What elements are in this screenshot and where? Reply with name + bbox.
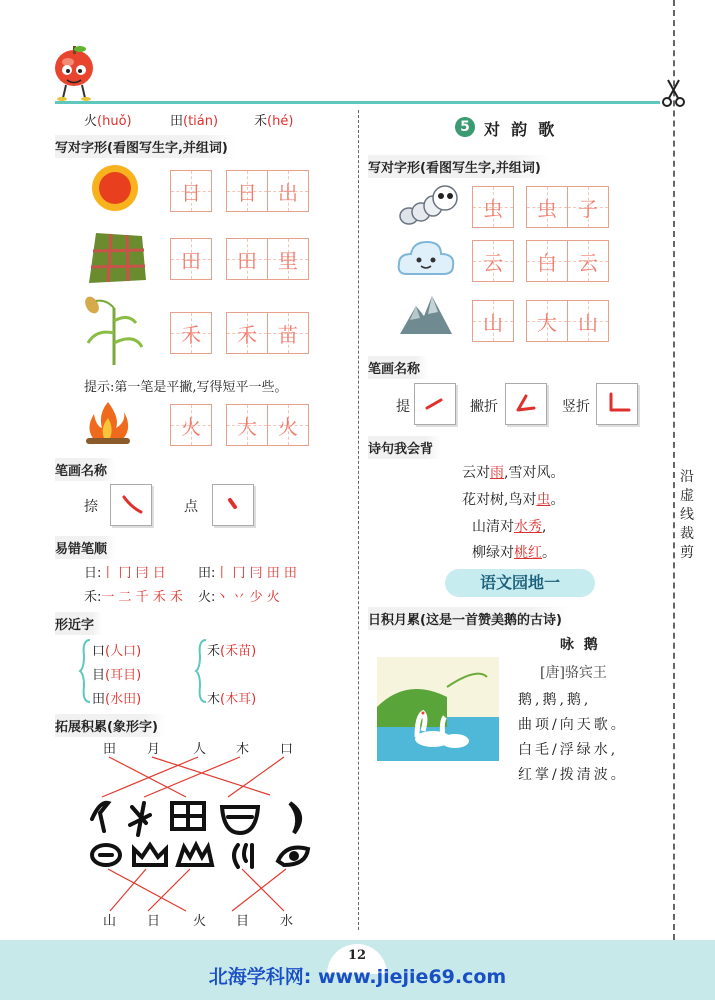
write-grid-2b: 田 里 [226, 238, 309, 280]
header-rule [55, 101, 660, 104]
similar-item: 木(木耳) [207, 692, 257, 707]
mountain-icon [398, 292, 454, 336]
order-huo: 火:丶 丷 少 火 [198, 590, 280, 605]
sun-icon [80, 162, 150, 214]
section-daily: 日积月累(这是一首赞美鹅的古诗) [368, 607, 570, 630]
section-stroke-left: 笔画名称 [55, 458, 115, 481]
lesson-number-badge: 5 [455, 117, 475, 137]
apple-mascot-icon [50, 42, 100, 102]
stroke-box-na [110, 484, 152, 526]
write-grid-2: 田 [170, 238, 212, 280]
pict-bottom-char: 山 [103, 914, 117, 929]
section-similar: 形近字 [55, 612, 102, 635]
pict-top-char: 月 [147, 742, 161, 757]
section-write-right: 写对字形(看图写生字,并组词) [368, 155, 549, 178]
stroke-label: 提 [396, 399, 410, 415]
stroke-box-shuzhe [596, 383, 638, 425]
section-poem-recite: 诗句我会背 [368, 436, 441, 459]
pict-bottom-char: 日 [147, 914, 161, 929]
pict-bottom-char: 火 [193, 914, 207, 929]
order-ri: 日:丨 冂 冃 日 [84, 566, 166, 581]
write-grid-4: 火 [170, 404, 212, 446]
poem-line: 云对雨,雪对风。 [462, 465, 565, 481]
garden-title: 语文园地一 [445, 569, 595, 597]
write-grid-r1: 虫 [472, 186, 514, 228]
page-number: 12 [347, 948, 367, 963]
write-grid-r1b: 虫 子 [526, 186, 609, 228]
pictograph-matching [80, 755, 320, 915]
cloud-icon [395, 236, 457, 280]
footer-watermark: 北海学科网: www.jiejie69.com [208, 966, 507, 988]
poem-line: 山清对水秀, [472, 519, 547, 535]
pinyin-item: 禾(hé) [254, 114, 294, 129]
section-pictograph: 拓展积累(象形字) [55, 714, 166, 737]
section-order: 易错笔顺 [55, 536, 115, 559]
order-tian: 田:丨 冂 冃 田 田 [198, 566, 297, 581]
pict-bottom-char: 水 [280, 914, 294, 929]
write-grid-r2b: 白 云 [526, 240, 609, 282]
pict-bottom-char: 目 [236, 914, 250, 929]
similar-item: 禾(禾苗) [207, 644, 257, 659]
field-icon [84, 228, 150, 288]
stroke-label: 捺 [84, 499, 98, 515]
write-grid-r3b: 大 山 [526, 300, 609, 342]
write-grid-1: 日 [170, 170, 212, 212]
write-grid-r3: 山 [472, 300, 514, 342]
caterpillar-icon [395, 182, 461, 228]
writing-tip: 提示:第一笔是平撇,写得短平一些。 [84, 380, 288, 395]
poem-body-line: 鹅,鹅,鹅, [518, 692, 592, 708]
poem-title: 咏 鹅 [560, 637, 598, 653]
pict-top-char: 人 [193, 742, 207, 757]
poem-line: 花对树,鸟对虫。 [462, 492, 565, 508]
poem-body-line: 红掌/拨清波。 [518, 767, 628, 783]
stroke-box-ti [414, 383, 456, 425]
campfire-icon [80, 400, 136, 448]
poem-author: [唐]骆宾王 [540, 665, 607, 681]
write-grid-1b: 日 出 [226, 170, 309, 212]
similar-item: 口(人口) [92, 644, 142, 659]
pict-top-char: 口 [280, 742, 294, 757]
write-grid-3b: 禾 苗 [226, 312, 309, 354]
stroke-box-piezhe [505, 383, 547, 425]
write-grid-3: 禾 [170, 312, 212, 354]
grain-plant-icon [84, 293, 144, 368]
order-he: 禾:一 二 千 禾 禾 [84, 590, 183, 605]
column-divider [358, 110, 359, 930]
stroke-box-dian [212, 484, 254, 526]
cut-instruction: 沿虚线裁剪 [676, 468, 698, 563]
write-grid-4b: 大 火 [226, 404, 309, 446]
poem-body-line: 白毛/浮绿水, [518, 742, 619, 758]
goose-scene-image [377, 657, 499, 761]
similar-item: 目(耳目) [92, 668, 142, 683]
stroke-label: 点 [184, 499, 198, 515]
pinyin-item: 火(huǒ) [84, 114, 132, 129]
stroke-label: 竖折 [562, 399, 590, 415]
poem-body-line: 曲项/向天歌。 [518, 717, 628, 733]
lesson-title: 对 韵 歌 [484, 120, 555, 139]
scissors-icon [661, 78, 687, 108]
brace-right [194, 638, 208, 704]
stroke-label: 撇折 [470, 399, 498, 415]
brace-left [78, 638, 92, 704]
section-stroke-right: 笔画名称 [368, 356, 428, 379]
pict-top-char: 木 [236, 742, 250, 757]
pinyin-item: 田(tián) [170, 114, 219, 129]
poem-line: 柳绿对桃红。 [472, 545, 556, 561]
write-grid-r2: 云 [472, 240, 514, 282]
cut-line [673, 0, 675, 940]
section-write-left: 写对字形(看图写生字,并组词) [55, 135, 236, 158]
pict-top-char: 田 [103, 742, 117, 757]
similar-item: 田(水田) [92, 692, 142, 707]
